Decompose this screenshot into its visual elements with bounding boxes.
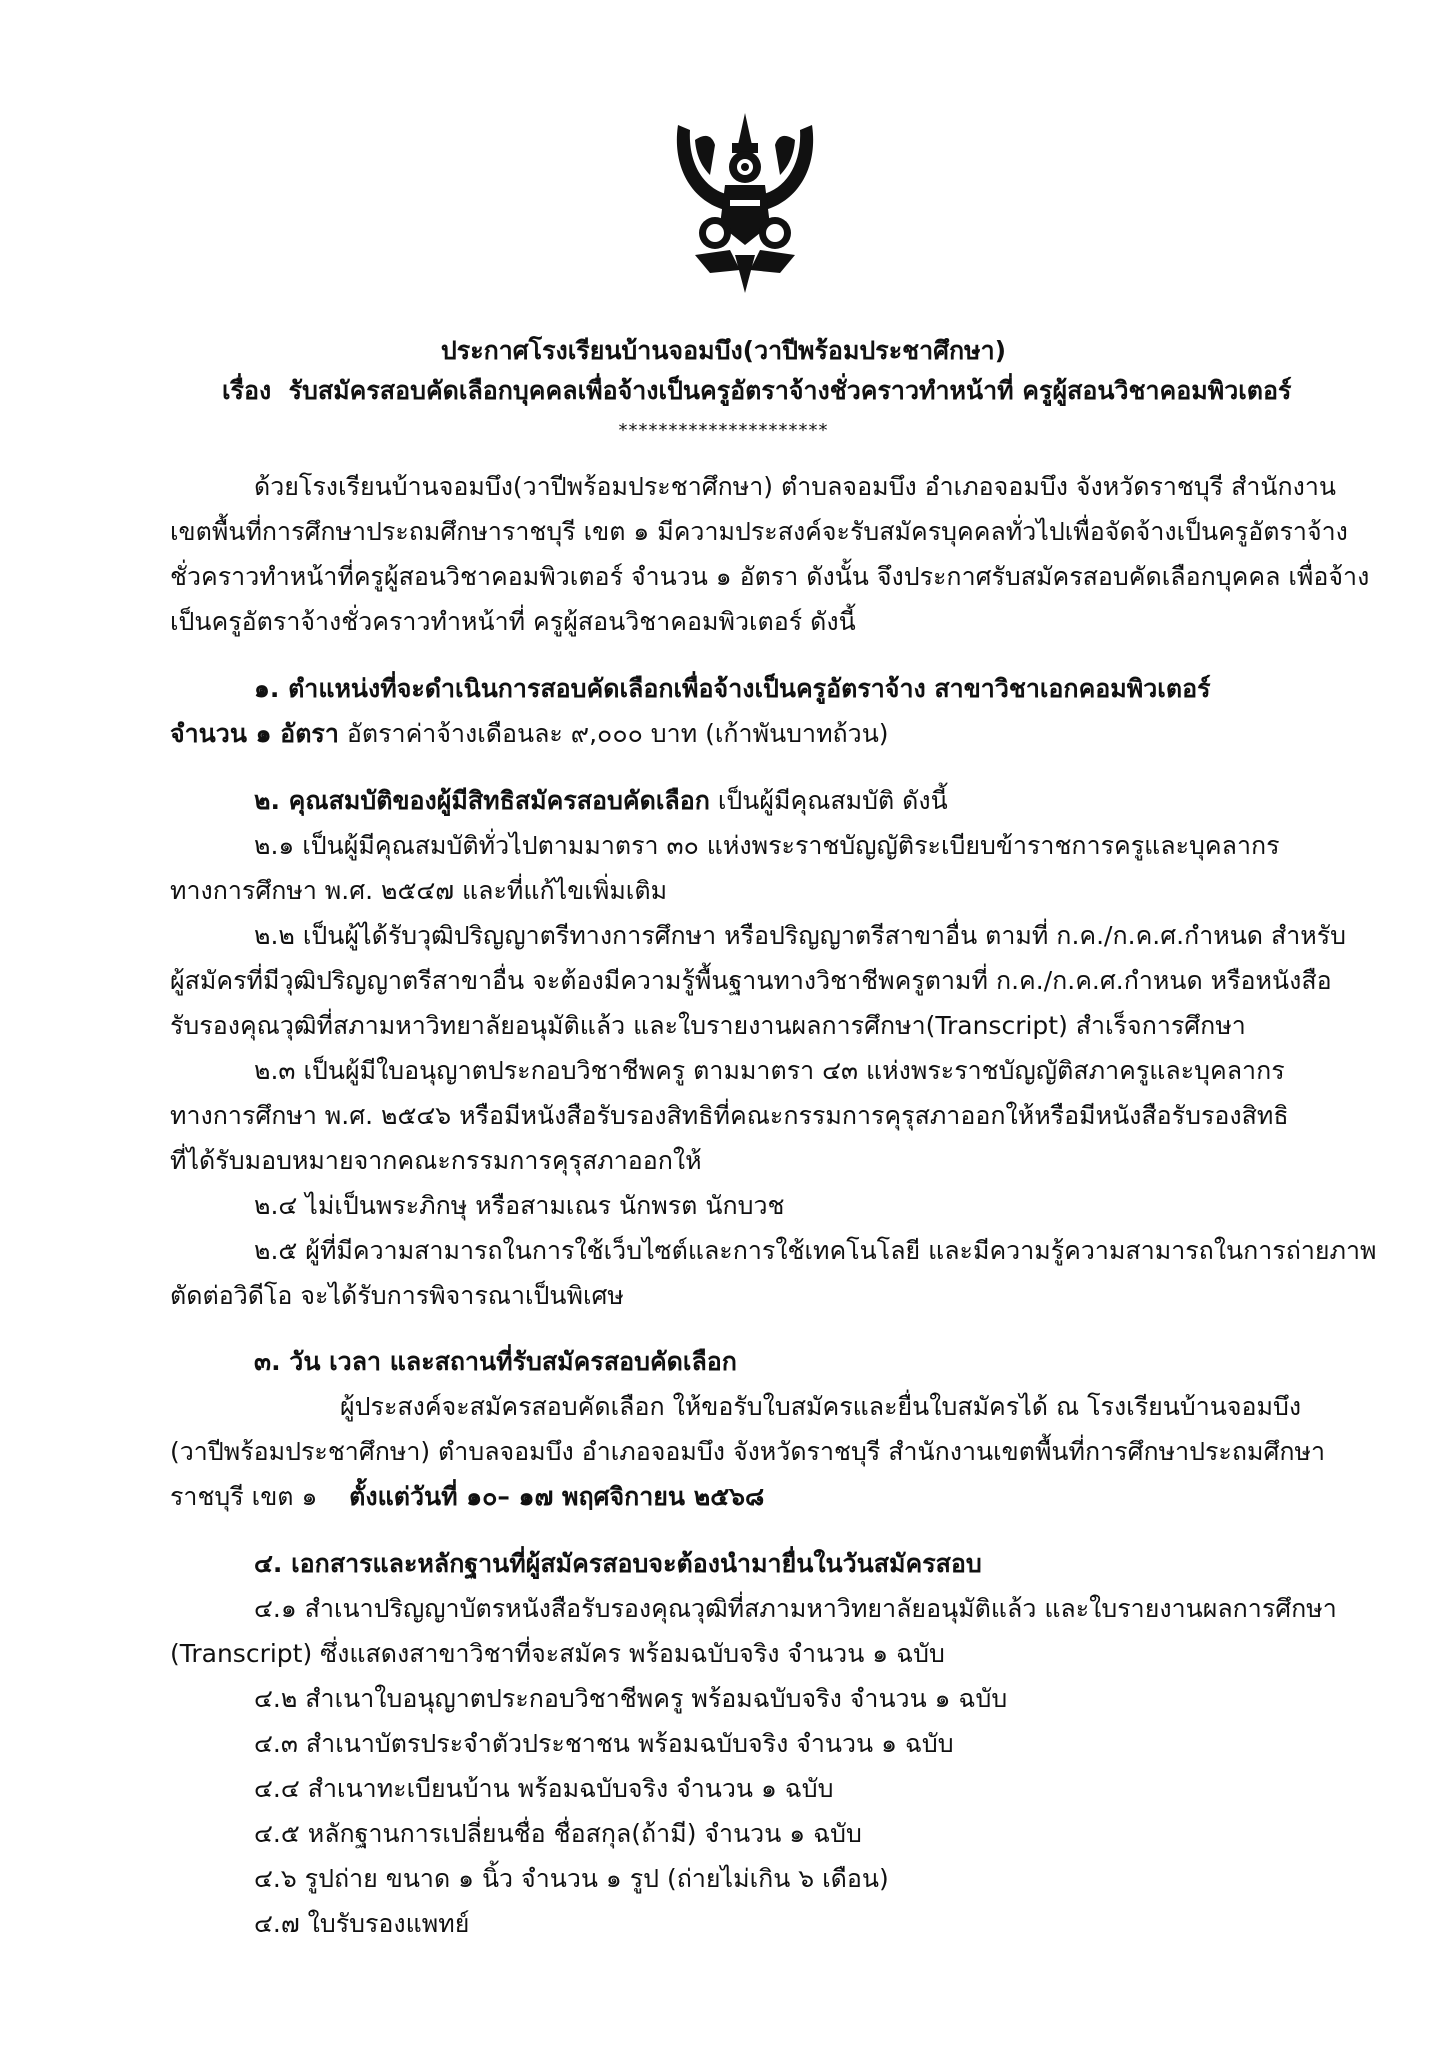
section2-item-1-cont: ทางการศึกษา พ.ศ. ๒๕๔๗ และที่แก้ไขเพิ่มเติม: [170, 876, 668, 905]
announcement-title: ประกาศโรงเรียนบ้านจอมบึง(วาปีพร้อมประชาศึกษา): [440, 336, 1007, 365]
section2-item-2-cont1: ผู้สมัครที่มีวุฒิปริญญาตรีสาขาอื่น จะต้องมีความรู้พื้นฐานทางวิชาชีพครูตามที่ ก.ค./ก.ค.ศ.กำหนด หรือหนังสือ: [170, 966, 1332, 995]
section2-heading-tail: เป็นผู้มีคุณสมบัติ ดังนี้: [709, 786, 948, 815]
section2-item-2-cont2: รับรองคุณวุฒิที่สภามหาวิทยาลัยอนุมัติแล้ว และใบรายงานผลการศึกษา(Transcript) สำเร็จการศึกษา: [170, 1011, 1246, 1040]
section4-item-2: ๔.๒ สำเนาใบอนุญาตประกอบวิชาชีพครู พร้อมฉบับจริง จำนวน ๑ ฉบับ: [254, 1684, 1008, 1713]
section3-heading: ๓. วัน เวลา และสถานที่รับสมัครสอบคัดเลือก: [254, 1347, 737, 1376]
section3-area: ราชบุรี เขต ๑: [170, 1482, 318, 1511]
section4-item-1-cont: (Transcript) ซึ่งแสดงสาขาวิชาที่จะสมัคร พร้อมฉบับจริง จำนวน ๑ ฉบับ: [170, 1639, 945, 1668]
section2-heading: ๒. คุณสมบัติของผู้มีสิทธิสมัครสอบคัดเลือก: [254, 786, 710, 815]
section3-dates: ตั้งแต่วันที่ ๑๐– ๑๗ พฤศจิกายน ๒๕๖๘: [349, 1482, 765, 1511]
section2-item-1: ๒.๑ เป็นผู้มีคุณสมบัติทั่วไปตามมาตรา ๓๐ แห่งพระราชบัญญัติระเบียบข้าราชการครูและบุคลากร: [254, 831, 1280, 860]
section1-detail: [170, 717, 889, 751]
section2-item-2: ๒.๒ เป็นผู้ได้รับวุฒิปริญญาตรีทางการศึกษา หรือปริญญาตรีสาขาอื่น ตามที่ ก.ค./ก.ค.ศ.กำหนด สำหรับ: [254, 921, 1347, 950]
section1-count: จำนวน ๑ อัตรา: [170, 719, 339, 748]
intro-line-4: เป็นครูอัตราจ้างชั่วคราวทำหน้าที่ ครูผู้สอนวิชาคอมพิวเตอร์ ดังนี้: [170, 607, 856, 636]
section1-salary: อัตราค่าจ้างเดือนละ ๙,๐๐๐ บาท (เก้าพันบาทถ้วน): [338, 719, 889, 748]
section3-line-1: ผู้ประสงค์จะสมัครสอบคัดเลือก ให้ขอรับใบสมัครและยื่นใบสมัครได้ ณ โรงเรียนบ้านจอมบึง: [340, 1392, 1302, 1421]
section2-heading-line: [254, 784, 948, 818]
garuda-emblem-icon: [670, 105, 820, 295]
section1-heading: ๑. ตำแหน่งที่จะดำเนินการสอบคัดเลือกเพื่อจ้างเป็นครูอัตราจ้าง สาขาวิชาเอกคอมพิวเตอร์: [254, 674, 1211, 703]
section4-item-5: ๔.๕ หลักฐานการเปลี่ยนชื่อ ชื่อสกุล(ถ้ามี) จำนวน ๑ ฉบับ: [254, 1819, 862, 1848]
intro-line-2: เขตพื้นที่การศึกษาประถมศึกษาราชบุรี เขต ๑ มีความประสงค์จะรับสมัครบุคคลทั่วไปเพื่อจัดจ้างเป็นครูอัตราจ้าง: [170, 517, 1348, 546]
section3-line-2: (วาปีพร้อมประชาศึกษา) ตำบลจอมบึง อำเภอจอมบึง จังหวัดราชบุรี สำนักงานเขตพื้นที่การศึกษาประถมศึกษา: [170, 1437, 1325, 1466]
subject-line: [222, 374, 1291, 408]
section2-item-3: ๒.๓ เป็นผู้มีใบอนุญาตประกอบวิชาชีพครู ตามมาตรา ๔๓ แห่งพระราชบัญญัติสภาครูและบุคลากร: [254, 1056, 1285, 1085]
section4-item-4: ๔.๔ สำเนาทะเบียนบ้าน พร้อมฉบับจริง จำนวน ๑ ฉบับ: [254, 1774, 834, 1803]
section2-item-5-cont: ตัดต่อวิดีโอ จะได้รับการพิจารณาเป็นพิเศษ: [170, 1281, 624, 1310]
section4-item-7: ๔.๗ ใบรับรองแพทย์: [254, 1909, 470, 1938]
section4-heading: ๔. เอกสารและหลักฐานที่ผู้สมัครสอบจะต้องนำมายื่นในวันสมัครสอบ: [254, 1549, 982, 1578]
section2-item-3-cont2: ที่ได้รับมอบหมายจากคณะกรรมการคุรุสภาออกให้: [170, 1146, 702, 1175]
subject-text: รับสมัครสอบคัดเลือกบุคคลเพื่อจ้างเป็นครูอัตราจ้างชั่วคราวทำหน้าที่ ครูผู้สอนวิชาคอมพิวเตอร์: [288, 376, 1292, 405]
section4-item-1: ๔.๑ สำเนาปริญญาบัตรหนังสือรับรองคุณวุฒิที่สภามหาวิทยาลัยอนุมัติแล้ว และใบรายงานผลการศึกษา: [254, 1594, 1337, 1623]
section2-item-5: ๒.๕ ผู้ที่มีความสามารถในการใช้เว็บไซต์และการใช้เทคโนโลยี และมีความรู้ความสามารถในการถ่ายภาพ: [254, 1236, 1377, 1265]
section2-item-4: ๒.๔ ไม่เป็นพระภิกษุ หรือสามเณร นักพรต นักบวช: [254, 1191, 785, 1220]
intro-line-3: ชั่วคราวทำหน้าที่ครูผู้สอนวิชาคอมพิวเตอร์ จำนวน ๑ อัตรา ดังนั้น จึงประกาศรับสมัครสอบคัดเลือกบุคคล เพื่อจ้าง: [170, 562, 1370, 591]
subject-label: เรื่อง: [222, 376, 272, 405]
intro-line-1: ด้วยโรงเรียนบ้านจอมบึง(วาปีพร้อมประชาศึกษา) ตำบลจอมบึง อำเภอจอมบึง จังหวัดราชบุรี สำนักงาน: [254, 472, 1336, 501]
section2-item-3-cont1: ทางการศึกษา พ.ศ. ๒๕๔๖ หรือมีหนังสือรับรองสิทธิที่คณะกรรมการคุรุสภาออกให้หรือมีหนังสือรับรองสิทธิ: [170, 1101, 1289, 1130]
section4-item-6: ๔.๖ รูปถ่าย ขนาด ๑ นิ้ว จำนวน ๑ รูป (ถ่ายไม่เกิน ๖ เดือน): [254, 1864, 889, 1893]
separator: *********************: [618, 420, 829, 441]
section4-item-3: ๔.๓ สำเนาบัตรประจำตัวประชาชน พร้อมฉบับจริง จำนวน ๑ ฉบับ: [254, 1729, 954, 1758]
section3-line-3: [170, 1480, 764, 1514]
